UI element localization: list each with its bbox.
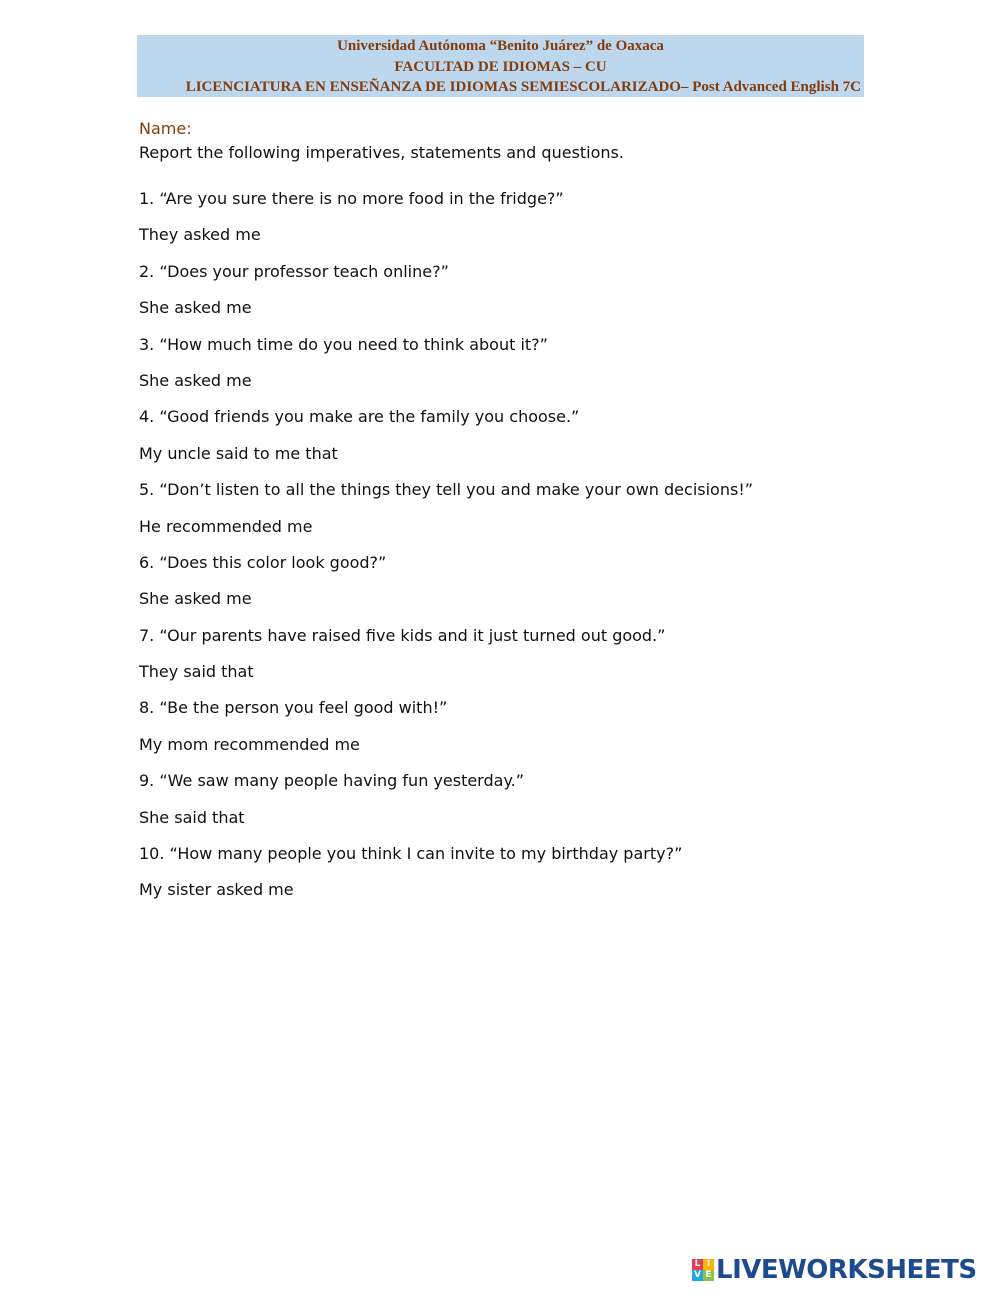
logo-icon-letter: L <box>692 1259 703 1270</box>
exercise-item <box>139 771 753 827</box>
university-name: Universidad Autónoma “Benito Juárez” de Oaxaca <box>337 38 664 54</box>
liveworksheets-logo <box>692 1256 977 1284</box>
exercise-item <box>139 844 753 900</box>
exercise-item <box>139 553 753 609</box>
logo-icon-letter: E <box>703 1270 714 1281</box>
exercise-item <box>139 189 753 245</box>
exercise-item <box>139 698 753 754</box>
exercise-list <box>139 189 753 917</box>
logo-icon-letter: V <box>692 1270 703 1281</box>
exercise-item <box>139 262 753 318</box>
name-label: Name: <box>139 119 192 138</box>
exercise-answer-prompt: They said that <box>139 662 254 682</box>
exercise-item <box>139 407 753 463</box>
exercise-question: 1. “Are you sure there is no more food in the fridge?” <box>139 189 564 208</box>
exercise-answer-prompt: They asked me <box>139 225 261 245</box>
logo-icon-letter: I <box>703 1259 714 1270</box>
faculty-name: FACULTAD DE IDIOMAS – CU <box>394 58 607 75</box>
instructions: Report the following imperatives, statements and questions. <box>139 143 624 162</box>
document-header <box>137 35 864 97</box>
exercise-question: 5. “Don’t listen to all the things they tell you and make your own decisions!” <box>139 480 754 500</box>
exercise-question: 3. “How much time do you need to think about it?” <box>139 334 548 354</box>
exercise-answer-prompt: She asked me <box>139 589 252 609</box>
exercise-question: 6. “Does this color look good?” <box>139 552 387 572</box>
exercise-answer-prompt: My mom recommended me <box>139 734 360 754</box>
exercise-question: 4. “Good friends you make are the family you choose.” <box>139 407 580 427</box>
exercise-answer-prompt: She asked me <box>139 370 252 390</box>
exercise-question: 8. “Be the person you feel good with!” <box>139 698 448 718</box>
exercise-question: 9. “We saw many people having fun yesterday.” <box>139 771 524 791</box>
exercise-answer-prompt: My uncle said to me that <box>139 443 338 463</box>
exercise-question: 7. “Our parents have raised five kids and it just turned out good.” <box>139 625 666 645</box>
exercise-question: 2. “Does your professor teach online?” <box>139 261 449 281</box>
exercise-item <box>139 335 753 391</box>
exercise-answer-prompt: He recommended me <box>139 516 313 536</box>
exercise-item <box>139 626 753 682</box>
course-name: LICENCIATURA EN ENSEÑANZA DE IDIOMAS SEMIESCOLARIZADO– Post Advanced English 7C <box>185 79 861 95</box>
exercise-answer-prompt: My sister asked me <box>139 880 294 900</box>
liveworksheets-logo-icon <box>692 1259 714 1281</box>
logo-text: LIVEWORKSHEETS <box>716 1255 977 1285</box>
exercise-item <box>139 480 753 536</box>
exercise-answer-prompt: She said that <box>139 807 245 827</box>
exercise-answer-prompt: She asked me <box>139 298 252 318</box>
exercise-question: 10. “How many people you think I can invite to my birthday party?” <box>139 844 683 864</box>
